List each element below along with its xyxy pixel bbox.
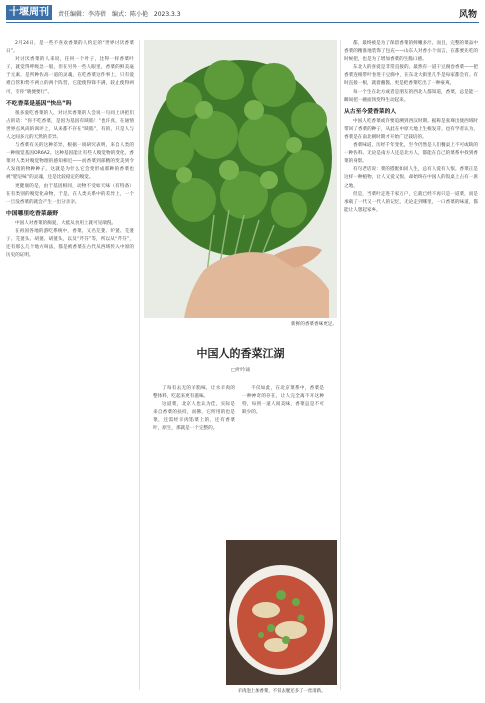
page-header [0, 0, 485, 24]
paragraph: 这道菜，北京人也认为佳，实际是来自香菜的扶持，而佛，它所用的也是菜，还需经羊肉馅菜上的，还有香菜叶，原生，那就是一个完整的。 [153, 402, 235, 432]
column-divider [340, 40, 341, 690]
paragraph: 对讨厌香菜的人来说，任何一个叶子，比得一样香菜叶子，就觉得呼吸急一般，但在另外一些人眼里，香菜的鲜美毫于元素，是所种佐高一道的灵魂，在吃香菜这件事上，只有爱难自管和势不两立的两个阵营，它能使得锋不满，较止使得两可，专你“晓便要行”。 [6, 57, 134, 95]
paragraph: 都，最终被是为了保留香菜的鲜嫩多汁。而且，完整的菜品中香菜的精准地装饰了包充——山东人对香小个而言，在都要先吃的时候把，也是为了增加香菜的生脆口感。 [344, 41, 478, 63]
middle-column [153, 385, 235, 535]
noodle-soup-photo [226, 540, 337, 685]
paragraph: 很多爱吃香菜的人，对讨厌香菜的人会说一句同上讲把们占的话：“你不吃香菜，是因为基因有缺陷！”也许真，在通情世界点风尚的讽评上，从来都不存在“缺陷”，有的，只是人与人之间多元的天然的差异。 [6, 110, 134, 140]
right-column [344, 40, 478, 698]
section-label: 风物 [458, 10, 477, 20]
paragraph: 香菜味道，历经千年变化，至今仍然是人们餐桌上不可或缺的一种佐料。无论是南方人还是北方人，都能在自己的菜系中找到香菜的身影。 [344, 143, 478, 165]
paragraph: 中国人对香菜的痴爱，大抵从食用上就可见端倪。 [15, 220, 117, 226]
issue-date: 2023.3.3 [153, 11, 181, 18]
paragraph: 东北人的喜爱是非常直接的。最然有一道干豆腐卷香菜——把香菜连根带叶卷进干豆腐中，在东北大街里几乎是每家都会有。有时直接一根，就着蘸酱，更是把香菜吃出了一种豪爽。 [344, 65, 478, 87]
paragraph: 中国人吃香菜或许要追溯到西汉时期。据称是张骞出使西域时带回了香菜的种子，从此在中原大地上生根发芽。也有学者认为，香菜是在南北朝时期才开始广泛栽培的。 [344, 118, 478, 140]
subheading: 中国哪里吃香菜最野 [6, 210, 59, 217]
paragraph: 了每有去无的羊脂味，让水羊肉的整体料，吃起来更有滋味。 [153, 386, 235, 400]
layout-label: 编式：陈小艳 [111, 11, 148, 18]
paragraph: 有句老话说：菜的搭配如同人生，总有人爱有人恨。香菜正是这样一种植物，让人又爱又恨，却始终在中国人的饭桌上占有一席之地。 [344, 167, 478, 189]
newspaper-logo: 十堰周刊 [6, 5, 52, 20]
article-byline: □叶吟诵 [231, 368, 250, 373]
editor-label: 责任编辑：李涛蓓 [58, 11, 107, 18]
photo-caption: 羊肉泡上加香菜，不仅去腥还多了一丝清新。 [237, 689, 326, 694]
article-title: 中国人的香菜江湖 [196, 347, 285, 360]
middle-column-2 [242, 385, 324, 535]
paragraph: 但是，当菜叶走进千家万户，它就已经不再只是一道菜，而是承载了一代又一代人的记忆，无论走到哪里，一口香菜的味道，都能让人想起家乡。 [344, 191, 478, 213]
paragraph: 更健康的是，由于基因相同，动物不受如天味（有特备）在有类别的嗅觉化命物，于是，在人类关系中的差异上，一个一旦没香菜的就会产生一出分亲亲。 [6, 183, 134, 205]
column-divider [139, 40, 140, 690]
subheading: 从古至今爱香菜的人 [344, 108, 397, 115]
header-rule [6, 22, 479, 23]
paragraph: 不仅如此，在北京菜系中，香菜是一种神奇的存在，让人完全离不开这种特，每到一道人间美味，香菜总是不可缺少的。 [242, 386, 324, 416]
left-column [6, 40, 134, 698]
subheading: 不吃香菜是基因“快出”吗 [6, 100, 72, 107]
paragraph: 与香菜有关的这种差异，根据一项研究表明，来自人类的一种嗅觉基因OR6A2。这种基因能让有些人嗅觉物的变化，香菜对人类对嗅觉物理的感知相近——而香菜到部精的变美到令人发指的物种种子。这就是为什么它会变形成那种的香菜也被“肥皂味”的灵魂，还是比较稳定的嗅觉。 [6, 143, 134, 181]
paragraph: 在祖国各地的游吃系统中，香菜、又名芫荽、炉荽、芫荽子、芫荽头、胡荽、胡荽头，以及“芹芬”等，所以从“芹芬”，还有那么几个地方叫法，都是被香菜在古代从西域传入中原的历史的证明。 [6, 228, 134, 259]
paragraph: 2月24日，是一些不喜欢香菜的人约定的“世界讨厌香菜日”。 [6, 41, 134, 55]
photo-caption: 新鲜的香菜香味更足。 [291, 322, 337, 327]
paragraph: 每一个生在北方或者是朋友的西北人都知道，香菜，总是能一瞬间把一碗面汤变得生动起来。 [344, 89, 478, 103]
header-meta [58, 9, 185, 18]
cilantro-photo [144, 40, 337, 318]
